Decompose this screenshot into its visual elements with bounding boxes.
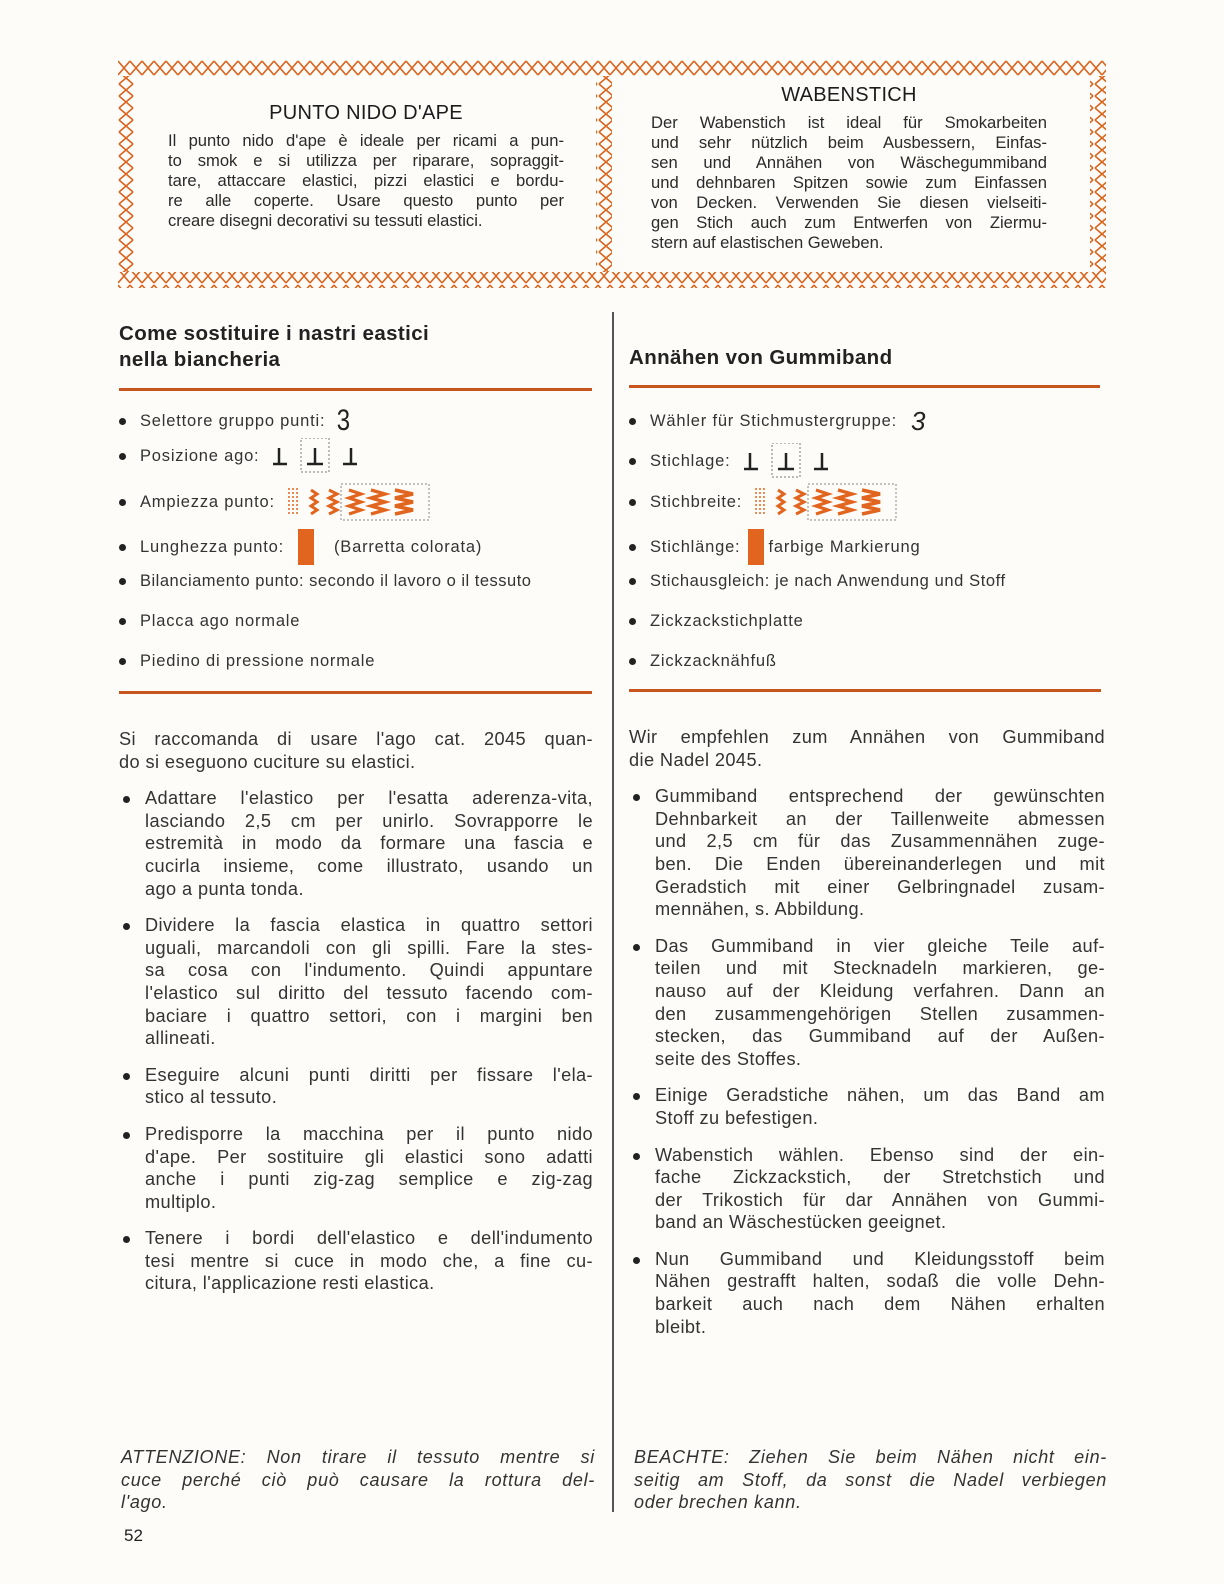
it-setting-width bbox=[119, 483, 435, 521]
it-line: anche i punti zig-zag semplice e zig-zag bbox=[145, 1169, 593, 1190]
bullet-icon bbox=[629, 578, 636, 585]
it-bullet bbox=[119, 1123, 593, 1213]
bullet-icon bbox=[119, 658, 126, 665]
de-box-title: WABENSTICH bbox=[781, 84, 917, 106]
it-setting-balance bbox=[119, 568, 531, 594]
it-line: d'ape. Per sostituire gli elastici sono adatti bbox=[145, 1146, 593, 1167]
colored-bar-icon bbox=[298, 529, 314, 565]
de-line: Wir empfehlen zum Annähen von Gummiband bbox=[629, 727, 1105, 747]
de-line: Nun Gummiband und Kleidungsstoff beim bbox=[655, 1248, 1105, 1269]
de-bullet bbox=[629, 785, 1105, 921]
de-line: bleibt. bbox=[655, 1316, 707, 1337]
it-line: citura, l'applicazione resti elastica. bbox=[145, 1273, 435, 1294]
de-warning-note bbox=[634, 1446, 1107, 1514]
de-setting-length bbox=[629, 528, 920, 566]
it-setting-label: Bilanciamento punto: secondo il lavoro o il tessuto bbox=[140, 571, 532, 590]
de-line: Stoff zu befestigen. bbox=[655, 1107, 819, 1128]
de-length-note: farbige Markierung bbox=[768, 537, 921, 556]
page-number: 52 bbox=[124, 1526, 143, 1545]
it-setting-label: Selettore gruppo punti: bbox=[140, 411, 326, 430]
it-line: stico al tessuto. bbox=[145, 1087, 278, 1108]
it-length-note: (Barretta colorata) bbox=[334, 537, 483, 556]
de-line: band an Wäschestücken geeignet. bbox=[655, 1212, 947, 1233]
it-heading bbox=[119, 321, 599, 373]
it-line: Tenere i bordi dell'elastico e dell'indumento bbox=[145, 1228, 593, 1249]
group-number: 3 bbox=[910, 405, 927, 436]
it-note-line: l'ago. bbox=[121, 1492, 168, 1512]
it-intro bbox=[119, 728, 593, 773]
de-box-line: und dehnbaren Spitzen sowie zum Einfassen bbox=[651, 173, 1047, 192]
de-body bbox=[629, 726, 1105, 1338]
de-heading-rule bbox=[629, 385, 1100, 388]
bullet-icon bbox=[119, 499, 126, 506]
it-bullet bbox=[119, 1227, 593, 1295]
it-heading-line: Come sostituire i nastri eastici bbox=[119, 322, 430, 345]
it-bullet bbox=[119, 787, 593, 900]
bullet-icon bbox=[629, 499, 636, 506]
it-line: do si eseguono cuciture su elastici. bbox=[119, 751, 416, 772]
it-setting-label: Piedino di pressione normale bbox=[140, 651, 376, 670]
de-line: Dehnbarkeit an der Taillenweite abmessen bbox=[655, 808, 1105, 829]
it-box bbox=[168, 102, 564, 231]
bullet-icon bbox=[629, 458, 636, 465]
bullet-icon bbox=[119, 544, 126, 551]
de-setting-needle bbox=[629, 443, 840, 479]
de-box bbox=[651, 84, 1047, 253]
it-line: allineati. bbox=[145, 1028, 216, 1049]
de-box-line: und sehr nützlich beim Ausbessern, Einfas- bbox=[651, 133, 1047, 152]
group-number: 3 bbox=[337, 404, 352, 437]
de-intro bbox=[629, 726, 1105, 771]
de-line: Nähen gestrafft halten, sodaß die volle Dehn- bbox=[655, 1271, 1105, 1292]
it-line: baciare i quattro settori, con i margini ben bbox=[145, 1005, 593, 1026]
bullet-icon bbox=[119, 453, 126, 460]
it-line: cucirla insieme, come illustrato, usando un bbox=[145, 855, 593, 876]
de-note-line: oder brechen kann. bbox=[634, 1492, 802, 1512]
de-setting-balance bbox=[629, 568, 1006, 594]
it-line: Adattare l'elastico per l'esatta aderenza-vita, bbox=[145, 788, 593, 809]
de-bullet bbox=[629, 935, 1105, 1071]
de-setting-label: Stichbreite: bbox=[650, 492, 743, 511]
de-note-line: seitig am Stoff, da sonst die Nadel verbiegen bbox=[634, 1469, 1107, 1490]
bullet-icon bbox=[629, 544, 636, 551]
de-line: ben. Die Enden übereinanderlegen und mit bbox=[655, 853, 1105, 874]
it-line: Eseguire alcuni punti diritti per fissare l'ela- bbox=[145, 1064, 593, 1085]
de-line: nauso auf der Kleidung verfahren. Dann an bbox=[655, 980, 1105, 1001]
de-setting-label: Wähler für Stichmustergruppe: bbox=[650, 411, 897, 430]
de-box-line: gen Stich auch zum Entwerfen von Ziermu- bbox=[651, 213, 1047, 232]
de-setting-group bbox=[629, 405, 927, 436]
it-box-line: tare, attaccare elastici, pizzi elastici e bordu- bbox=[168, 171, 564, 190]
it-box-line: creare disegni decorativi su tessuti elastici. bbox=[168, 211, 483, 230]
it-setting-group bbox=[119, 404, 353, 437]
de-setting-label: Zickzackstichplatte bbox=[650, 611, 804, 630]
bullet-icon bbox=[119, 578, 126, 585]
de-setting-label: Stichlänge: bbox=[650, 537, 741, 556]
it-setting-label: Posizione ago: bbox=[140, 446, 260, 465]
de-line: seite des Stoffes. bbox=[655, 1048, 802, 1069]
it-bullet bbox=[119, 914, 593, 1050]
bullet-icon bbox=[629, 418, 636, 425]
it-setting-label: Ampiezza punto: bbox=[140, 492, 275, 511]
bullet-icon bbox=[629, 618, 636, 625]
it-line: uguali, marcandoli con gli spilli. Fare la stes- bbox=[145, 937, 593, 958]
de-line: barkeit auch nach dem Nähen erhalten bbox=[655, 1294, 1105, 1315]
bullet-icon bbox=[119, 418, 126, 425]
de-heading: Annähen von Gummiband bbox=[629, 346, 893, 369]
de-setting-plate bbox=[629, 608, 804, 634]
de-line: Wabenstich wählen. Ebenso sind der ein- bbox=[655, 1144, 1105, 1165]
de-setting-foot bbox=[629, 648, 777, 674]
column-divider bbox=[612, 312, 614, 1512]
de-line: mennähen, s. Abbildung. bbox=[655, 899, 865, 920]
de-box-line: sen und Annähen von Wäschegummiband bbox=[651, 153, 1047, 172]
it-box-title: PUNTO NIDO D'APE bbox=[269, 102, 463, 124]
stitch-width-icon bbox=[285, 482, 435, 522]
it-line: estremità in modo da formare una fascia e bbox=[145, 833, 593, 854]
it-line: tesi mentre si cuce in modo che, a fine cu- bbox=[145, 1250, 593, 1271]
de-box-line: Der Wabenstich ist ideal für Smokarbeiten bbox=[651, 113, 1047, 132]
it-line: lasciando 2,5 cm per unirlo. Sovrapporre le bbox=[145, 810, 593, 831]
de-line: der Trikostich für dar Annähen von Gummi- bbox=[655, 1189, 1105, 1210]
de-line: die Nadel 2045. bbox=[629, 749, 763, 770]
de-settings-rule bbox=[629, 689, 1101, 692]
de-box-text bbox=[651, 113, 1047, 253]
de-line: und 2,5 cm für das Zusammennähen zuge- bbox=[655, 831, 1105, 852]
de-setting-label: Stichlage: bbox=[650, 451, 731, 470]
it-note-line: ATTENZIONE: Non tirare il tessuto mentre si bbox=[121, 1447, 595, 1467]
it-line: Dividere la fascia elastica in quattro settori bbox=[145, 915, 593, 936]
it-body bbox=[119, 728, 593, 1295]
it-line: Predisporre la macchina per il punto nido bbox=[145, 1123, 593, 1144]
bullet-icon bbox=[629, 658, 636, 665]
de-box-line: von Decken. Verwenden Sie diesen vielseiti- bbox=[651, 193, 1047, 212]
it-settings-rule bbox=[119, 691, 592, 694]
it-note-line: cuce perché ciò può causare la rottura del- bbox=[121, 1469, 595, 1490]
it-heading-rule bbox=[119, 388, 592, 391]
bullet-icon bbox=[119, 618, 126, 625]
de-line: stecken, das Gummiband auf der Außen- bbox=[655, 1026, 1105, 1047]
it-bullet bbox=[119, 1064, 593, 1109]
it-setting-length bbox=[119, 528, 482, 566]
it-setting-label: Lunghezza punto: bbox=[140, 537, 284, 556]
it-box-line: re alle coperte. Usare questo punto per bbox=[168, 191, 564, 210]
needle-position-icon bbox=[269, 438, 369, 474]
de-setting-label: Zickzacknähfuß bbox=[650, 651, 777, 670]
de-setting-label: Stichausgleich: je nach Anwendung und Stoff bbox=[650, 571, 1006, 590]
de-line: Das Gummiband in vier gleiche Teile auf- bbox=[655, 935, 1105, 956]
it-line: sa cosa con l'indumento. Quindi appuntare bbox=[145, 960, 593, 981]
it-line: multiplo. bbox=[145, 1191, 217, 1212]
it-box-text bbox=[168, 131, 564, 231]
it-box-line: Il punto nido d'ape è ideale per ricami a pun- bbox=[168, 131, 564, 150]
de-setting-width bbox=[629, 483, 902, 521]
de-note-line: BEACHTE: Ziehen Sie beim Nähen nicht ein- bbox=[634, 1447, 1107, 1467]
de-line: teilen und mit Stecknadeln markieren, ge- bbox=[655, 958, 1105, 979]
it-line: l'elastico sul diritto del tessuto facendo com- bbox=[145, 982, 593, 1003]
it-setting-plate bbox=[119, 608, 300, 634]
de-box-line: stern auf elastischen Geweben. bbox=[651, 233, 884, 252]
it-box-line: to smok e si utilizza per riparare, sopraggit- bbox=[168, 151, 564, 170]
de-line: Geradstich mit einer Gelbringnadel zusam- bbox=[655, 876, 1105, 897]
it-warning-note bbox=[121, 1446, 595, 1514]
it-setting-label: Placca ago normale bbox=[140, 611, 301, 630]
it-setting-needle bbox=[119, 443, 369, 469]
de-line: Einige Geradstiche nähen, um das Band am bbox=[655, 1085, 1105, 1106]
needle-position-icon bbox=[740, 443, 840, 479]
it-line: Si raccomanda di usare l'ago cat. 2045 quan- bbox=[119, 729, 593, 749]
de-line: Gummiband entsprechend der gewünschten bbox=[655, 786, 1105, 807]
de-line: den zusammengehörigen Stellen zusammen- bbox=[655, 1003, 1105, 1024]
it-heading-line: nella biancheria bbox=[119, 348, 281, 371]
it-line: ago a punta tonda. bbox=[145, 878, 304, 899]
stitch-width-icon bbox=[752, 482, 902, 522]
de-line: fache Zickzackstich, der Stretchstich und bbox=[655, 1167, 1105, 1188]
de-bullet bbox=[629, 1084, 1105, 1129]
colored-bar-icon bbox=[748, 529, 764, 565]
de-bullet bbox=[629, 1144, 1105, 1234]
de-bullet bbox=[629, 1248, 1105, 1338]
it-setting-foot bbox=[119, 648, 375, 674]
